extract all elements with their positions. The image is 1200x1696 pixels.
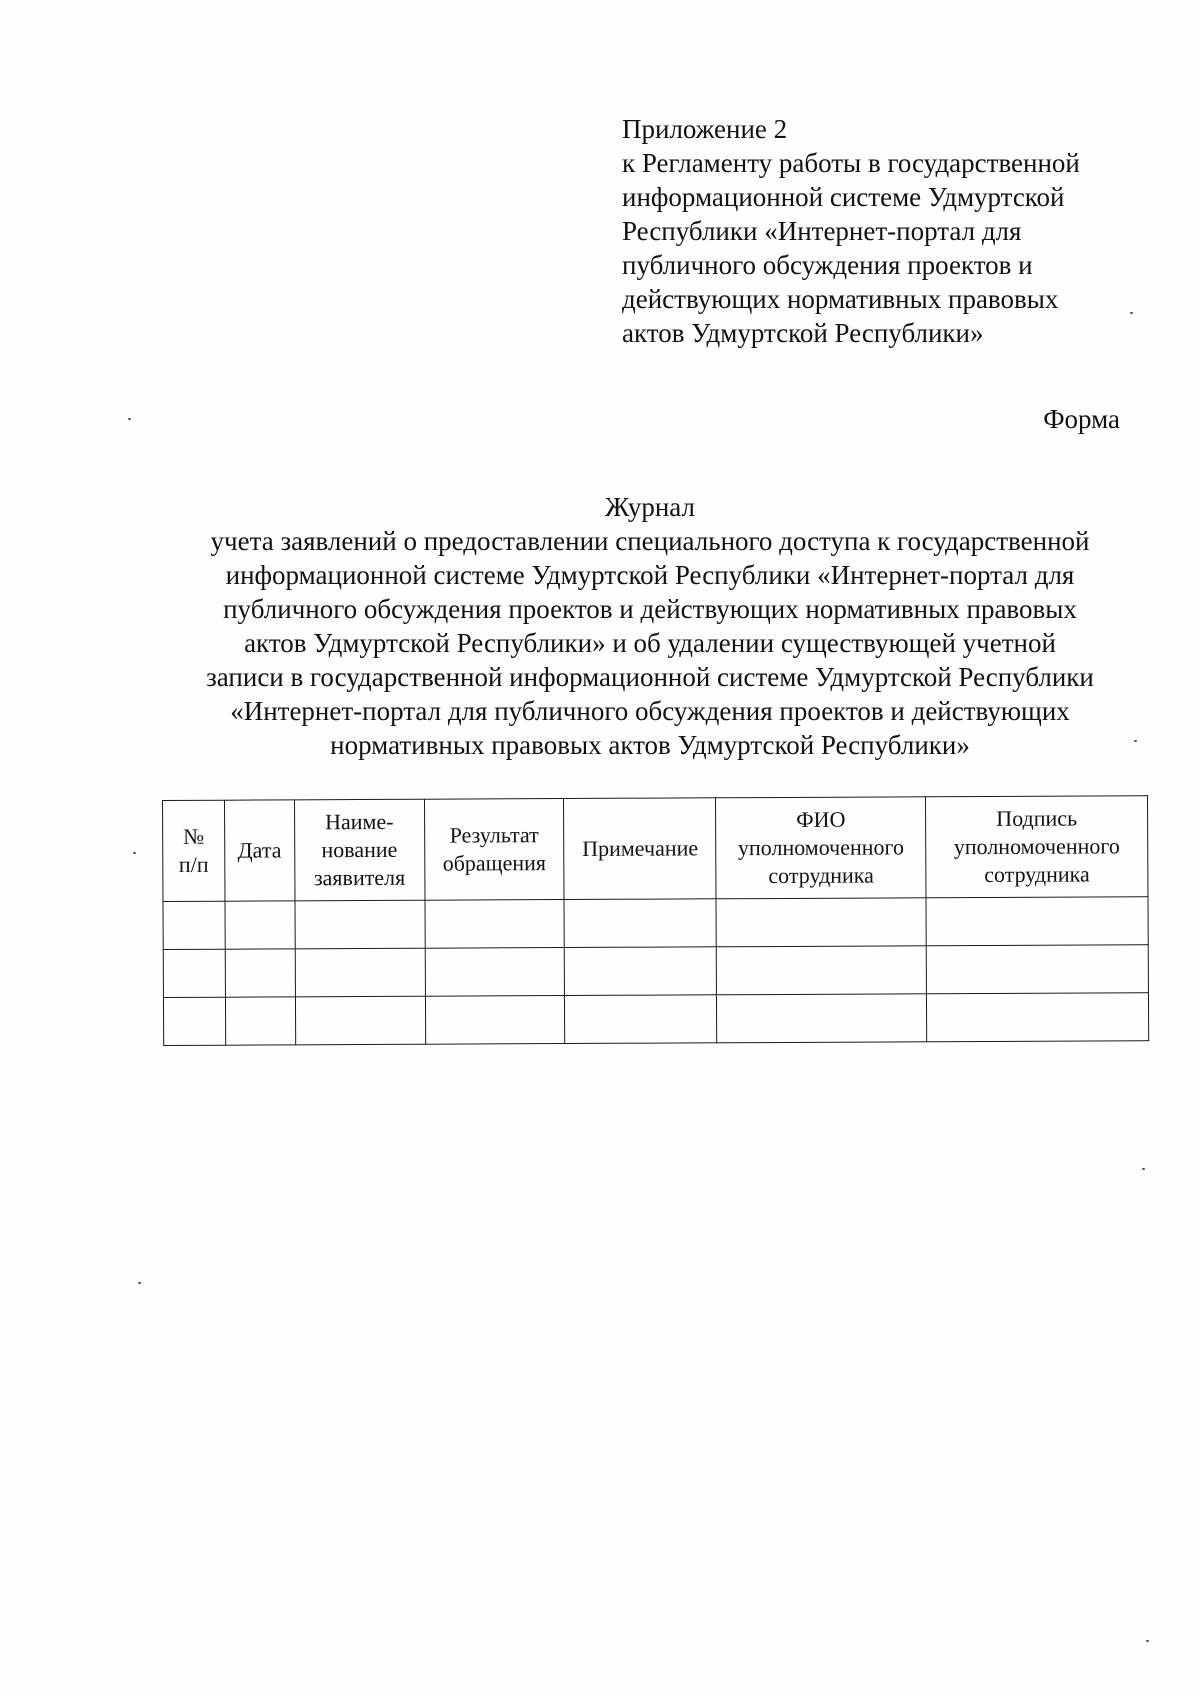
appendix-line: Республики «Интернет-портал для: [622, 216, 1022, 246]
table-cell: [926, 897, 1148, 946]
table-cell: [564, 899, 716, 948]
table-cell: [163, 949, 225, 997]
table-cell: [565, 995, 717, 1044]
table-cell: [225, 949, 295, 997]
scan-speck: [138, 1282, 141, 1284]
table-cell: [716, 898, 926, 947]
table-cell: [425, 900, 565, 949]
header-note: Примечание: [564, 798, 716, 900]
header-applicant-name: Наиме- нование заявителя: [294, 799, 424, 901]
scan-speck: [1142, 1168, 1145, 1170]
table-cell: [425, 948, 565, 997]
appendix-line: действующих нормативных правовых: [622, 284, 1059, 314]
header-officer-name: ФИО уполномоченного сотрудника: [716, 797, 926, 899]
appendix-block: [622, 112, 1142, 350]
appendix-line: актов Удмуртской Республики»: [622, 318, 984, 348]
journal-subtitle-line: «Интернет-портал для публичного обсуждения проектов и действующих: [230, 696, 1070, 726]
table-cell: [425, 996, 565, 1045]
scan-speck: [128, 418, 131, 420]
form-label: Форма: [1043, 404, 1120, 434]
table-cell: [295, 948, 425, 997]
journal-subtitle-line: учета заявлений о предоставлении специального доступа к государственной: [210, 526, 1090, 556]
table-cell: [225, 901, 295, 949]
table-cell: [717, 946, 927, 995]
table-cell: [163, 901, 225, 949]
table-header-row: [163, 796, 1148, 902]
table-row: [163, 945, 1148, 998]
scan-speck: [1134, 740, 1137, 742]
scan-speck: [1130, 312, 1133, 314]
table-cell: [927, 993, 1149, 1042]
journal-title: Журнал: [604, 492, 696, 522]
appendix-line: Приложение 2: [622, 114, 788, 144]
journal-subtitle-line: записи в государственной информационной системе Удмуртской Республики: [206, 662, 1094, 692]
table-cell: [225, 997, 295, 1045]
table-row: [163, 993, 1148, 1046]
scan-speck: [1146, 1640, 1149, 1642]
table-cell: [717, 994, 927, 1043]
journal-table: [162, 795, 1149, 1046]
journal-title-block: [120, 490, 1180, 762]
journal-subtitle-line: нормативных правовых актов Удмуртской Республики»: [330, 730, 970, 760]
table-cell: [565, 947, 717, 996]
scan-speck: [133, 852, 136, 854]
journal-subtitle-line: информационной системе Удмуртской Республики «Интернет-портал для: [225, 560, 1075, 590]
journal-subtitle-line: публичного обсуждения проектов и действующих нормативных правовых: [223, 594, 1077, 624]
table-cell: [163, 997, 225, 1045]
header-request-result: Результат обращения: [424, 799, 564, 901]
journal-subtitle-line: актов Удмуртской Республики» и об удалении существующей учетной: [244, 628, 1056, 658]
table-cell: [926, 945, 1148, 994]
header-number: № п/п: [163, 800, 225, 901]
table-row: [163, 897, 1148, 950]
appendix-line: информационной системе Удмуртской: [622, 182, 1065, 212]
appendix-line: публичного обсуждения проектов и: [622, 250, 1033, 280]
header-date: Дата: [224, 800, 294, 901]
header-officer-signature: Подпись уполномоченного сотрудника: [926, 796, 1148, 898]
table-cell: [295, 996, 425, 1045]
appendix-line: к Регламенту работы в государственной: [622, 148, 1080, 178]
table-cell: [295, 900, 425, 949]
